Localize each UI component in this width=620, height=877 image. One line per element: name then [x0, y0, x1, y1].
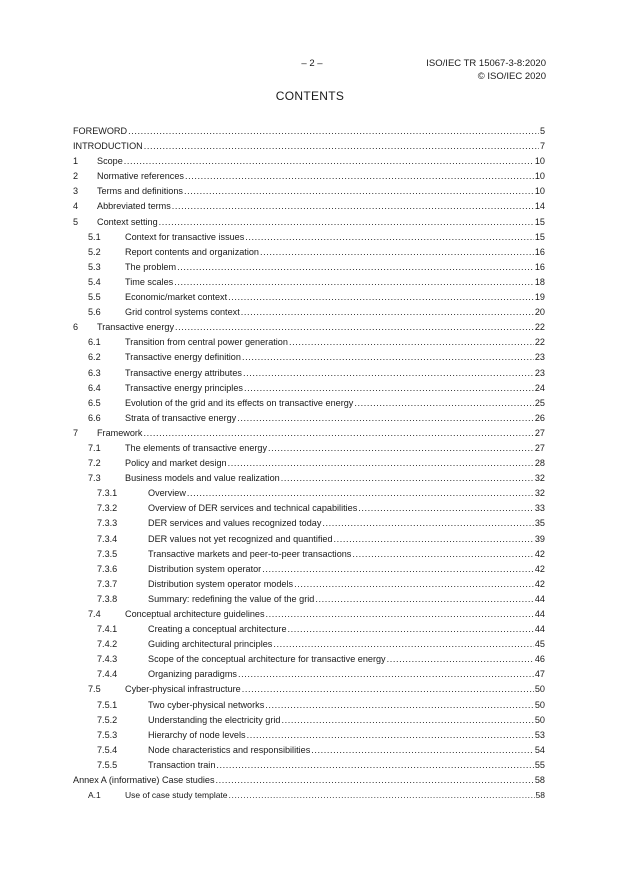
- toc-entry-page: 18: [534, 276, 545, 287]
- toc-entry-number: 7.3.7: [97, 578, 118, 589]
- toc-entry-number: 7: [73, 427, 79, 438]
- toc-entry-page: 42: [534, 563, 545, 574]
- toc-dot-leader: [322, 516, 533, 531]
- toc-entry[interactable]: [73, 728, 545, 743]
- toc-entry[interactable]: [73, 637, 545, 652]
- toc-entry[interactable]: [73, 713, 545, 728]
- toc-entry-title: Distribution system operator: [148, 563, 262, 574]
- toc-entry-title: Transactive energy: [97, 322, 174, 333]
- toc-dot-leader: [228, 290, 534, 305]
- toc-dot-leader: [247, 728, 534, 743]
- toc-entry-number: 6.2: [88, 352, 101, 363]
- toc-entry-number: 7.3.2: [97, 503, 118, 514]
- toc-entry-line: [73, 139, 545, 154]
- toc-entry-page: 22: [534, 322, 545, 333]
- toc-entry[interactable]: [73, 501, 545, 516]
- toc-entry-title: Scope: [97, 156, 123, 167]
- toc-entry-line: [73, 773, 545, 788]
- toc-entry-title: Grid control systems context: [125, 307, 240, 318]
- toc-entry-number: 5.1: [88, 231, 101, 242]
- toc-entry-title: Cyber-physical infrastructure: [125, 684, 241, 695]
- toc-entry[interactable]: [73, 124, 545, 139]
- toc-entry-line: [148, 758, 545, 773]
- toc-entry-number: 3: [73, 186, 79, 197]
- toc-entry-page: 27: [534, 442, 545, 453]
- toc-entry-line: [125, 350, 545, 365]
- toc-entry[interactable]: [73, 652, 545, 667]
- toc-entry-page: 32: [534, 488, 545, 499]
- toc-dot-leader: [358, 501, 534, 516]
- toc-entry-title: Node characteristics and responsibilities: [148, 744, 311, 755]
- toc-entry-page: 10: [534, 171, 545, 182]
- toc-dot-leader: [128, 124, 539, 139]
- toc-dot-leader: [175, 320, 534, 335]
- toc-entry[interactable]: [73, 290, 545, 305]
- toc-entry-line: [148, 547, 545, 562]
- toc-entry-title: Policy and market design: [125, 458, 227, 469]
- toc-entry-page: 7: [539, 141, 545, 152]
- toc-entry-line: [125, 411, 545, 426]
- toc-dot-leader: [268, 441, 534, 456]
- toc-entry-number: 7.4: [88, 609, 101, 619]
- toc-entry-line: [148, 698, 545, 713]
- toc-dot-leader: [228, 456, 534, 471]
- toc-entry-title: INTRODUCTION: [73, 141, 143, 152]
- toc-entry-number: 7.3.3: [97, 518, 118, 529]
- toc-dot-leader: [242, 682, 534, 697]
- toc-entry-line: [125, 366, 545, 381]
- toc-entry[interactable]: [73, 577, 545, 592]
- toc-entry[interactable]: [73, 698, 545, 713]
- toc-entry-title: Scope of the conceptual architecture for transactive energy: [148, 654, 386, 665]
- toc-entry-line: [125, 275, 545, 290]
- toc-entry[interactable]: [73, 682, 545, 697]
- toc-entry-page: 33: [534, 503, 545, 514]
- toc-entry-line: [148, 486, 545, 501]
- toc-entry-title: Transactive energy principles: [125, 382, 243, 393]
- toc-entry-page: 46: [534, 654, 545, 665]
- toc-entry-page: 54: [534, 744, 545, 755]
- toc-entry[interactable]: [73, 215, 545, 230]
- toc-entry-line: [97, 426, 545, 441]
- toc-entry-line: [125, 230, 545, 245]
- toc-entry[interactable]: [73, 154, 545, 169]
- toc-entry-line: [125, 396, 545, 411]
- toc-entry-number: 6: [73, 322, 79, 333]
- toc-dot-leader: [172, 199, 534, 214]
- toc-entry-page: 47: [534, 669, 545, 680]
- toc-entry-title: DER values not yet recognized and quantified: [148, 533, 333, 544]
- toc-entry-line: [148, 667, 545, 682]
- toc-entry-title: Conceptual architecture guidelines: [125, 609, 265, 619]
- toc-entry[interactable]: [73, 139, 545, 154]
- toc-entry-number: 7.3.5: [97, 548, 118, 559]
- toc-entry-title: Transactive energy definition: [125, 352, 241, 363]
- toc-dot-leader: [262, 562, 534, 577]
- toc-entry-line: [148, 743, 545, 758]
- toc-entry-page: 45: [534, 639, 545, 650]
- toc-entry-title: The elements of transactive energy: [125, 442, 268, 453]
- toc-entry-number: 5.2: [88, 246, 101, 257]
- toc-entry[interactable]: [73, 743, 545, 758]
- toc-entry-page: 14: [534, 201, 545, 212]
- toc-dot-leader: [245, 230, 534, 245]
- toc-entry-number: 7.5.5: [97, 759, 118, 770]
- toc-entry-page: 50: [534, 699, 545, 710]
- toc-entry[interactable]: [73, 320, 545, 335]
- toc-dot-leader: [216, 758, 533, 773]
- toc-entry-number: 7.3: [88, 473, 101, 484]
- toc-entry-page: 35: [534, 518, 545, 529]
- toc-entry-title: Transaction train: [148, 759, 216, 770]
- toc-entry-number: A.1: [88, 790, 101, 801]
- toc-entry-page: 27: [534, 427, 545, 438]
- toc-entry[interactable]: [73, 381, 545, 396]
- toc-dot-leader: [352, 547, 534, 562]
- toc-dot-leader: [354, 396, 534, 411]
- toc-entry-title: Context for transactive issues: [125, 231, 245, 242]
- toc-entry-page: 42: [534, 578, 545, 589]
- toc-entry[interactable]: [73, 169, 545, 184]
- toc-entry-title: Guiding architectural principles: [148, 639, 273, 650]
- toc-entry-title: Normative references: [97, 171, 184, 182]
- toc-entry[interactable]: [73, 230, 545, 245]
- toc-entry-page: 10: [534, 186, 545, 197]
- toc-entry-number: 1: [73, 156, 79, 167]
- toc-entry-title: Economic/market context: [125, 292, 228, 303]
- toc-dot-leader: [243, 366, 534, 381]
- toc-entry-title: Summary: redefining the value of the grid: [148, 593, 315, 604]
- toc-entry-title: Time scales: [125, 276, 174, 287]
- document-header: [426, 58, 546, 83]
- toc-dot-leader: [185, 169, 534, 184]
- toc-entry-number: 7.5.1: [97, 699, 118, 710]
- toc-entry-line: [148, 562, 545, 577]
- toc-entry-page: 22: [534, 337, 545, 348]
- toc-entry-line: [148, 501, 545, 516]
- toc-entry-line: [125, 788, 545, 803]
- toc-dot-leader: [242, 350, 534, 365]
- toc-entry-line: [148, 637, 545, 652]
- toc-dot-leader: [281, 471, 534, 486]
- toc-entry-page: 26: [534, 412, 545, 423]
- toc-entry[interactable]: [73, 260, 545, 275]
- toc-entry[interactable]: [73, 350, 545, 365]
- toc-entry-number: 7.3.8: [97, 593, 118, 604]
- toc-dot-leader: [281, 713, 533, 728]
- toc-entry-page: 58: [535, 790, 545, 801]
- toc-entry[interactable]: [73, 245, 545, 260]
- toc-entry-line: [125, 381, 545, 396]
- toc-dot-leader: [241, 305, 534, 320]
- table-of-contents: [73, 124, 545, 803]
- toc-dot-leader: [143, 426, 533, 441]
- toc-entry-title: Hierarchy of node levels: [148, 729, 246, 740]
- toc-entry[interactable]: [73, 758, 545, 773]
- toc-dot-leader: [265, 698, 534, 713]
- toc-entry-page: 20: [534, 307, 545, 318]
- toc-entry-title: Overview: [148, 488, 186, 499]
- toc-entry-line: [125, 456, 545, 471]
- toc-entry[interactable]: [73, 411, 545, 426]
- toc-entry-title: Organizing paradigms: [148, 669, 237, 680]
- toc-entry-line: [97, 199, 545, 214]
- toc-entry-page: 15: [534, 231, 545, 242]
- toc-entry-title: Overview of DER services and technical capabilities: [148, 503, 358, 514]
- toc-entry-page: 23: [534, 367, 545, 378]
- toc-entry[interactable]: [73, 305, 545, 320]
- toc-entry-page: 24: [534, 382, 545, 393]
- toc-dot-leader: [159, 215, 534, 230]
- toc-entry[interactable]: [73, 199, 545, 214]
- toc-entry-title: Framework: [97, 427, 143, 438]
- toc-entry-line: [125, 305, 545, 320]
- toc-entry-page: 44: [534, 624, 545, 635]
- toc-entry[interactable]: [73, 486, 545, 501]
- toc-dot-leader: [124, 154, 534, 169]
- toc-dot-leader: [187, 486, 534, 501]
- toc-entry[interactable]: [73, 184, 545, 199]
- toc-entry-number: 5.4: [88, 276, 101, 287]
- toc-entry-title: FOREWORD: [73, 126, 128, 136]
- toc-entry-title: Transactive markets and peer-to-peer transactions: [148, 548, 352, 559]
- toc-entry-number: 5: [73, 216, 79, 227]
- toc-entry-line: [148, 728, 545, 743]
- toc-entry[interactable]: [73, 622, 545, 637]
- document-id: ISO/IEC TR 15067-3-8:2020: [426, 58, 546, 69]
- toc-entry-number: 7.3.1: [97, 488, 118, 499]
- copyright-notice: © ISO/IEC 2020: [477, 70, 546, 82]
- toc-entry-number: 7.5: [88, 684, 101, 695]
- toc-entry-title: Transactive energy attributes: [125, 367, 242, 378]
- toc-entry-line: [125, 335, 545, 350]
- toc-dot-leader: [311, 743, 534, 758]
- toc-entry-number: 5.3: [88, 261, 101, 272]
- toc-entry-line: [97, 320, 545, 335]
- toc-entry-line: [125, 260, 545, 275]
- toc-entry[interactable]: [73, 335, 545, 350]
- toc-dot-leader: [266, 607, 534, 622]
- toc-entry-page: 58: [534, 775, 545, 786]
- toc-entry-title: Understanding the electricity grid: [148, 714, 281, 725]
- page-title: CONTENTS: [275, 89, 345, 103]
- toc-entry-title: Report contents and organization: [125, 246, 259, 257]
- toc-entry-line: [125, 607, 545, 622]
- toc-entry-line: [125, 290, 545, 305]
- toc-entry-number: 7.4.2: [97, 639, 118, 650]
- toc-entry-page: 50: [534, 684, 545, 695]
- toc-entry-page: 44: [534, 593, 545, 604]
- toc-entry-number: 7.4.3: [97, 654, 118, 665]
- toc-entry-number: 7.4.4: [97, 669, 118, 680]
- toc-entry-title: Strata of transactive energy: [125, 412, 237, 423]
- toc-entry-page: 5: [539, 126, 545, 136]
- toc-entry[interactable]: [73, 592, 545, 607]
- toc-entry-line: [148, 713, 545, 728]
- toc-entry-page: 16: [534, 246, 545, 257]
- toc-dot-leader: [144, 139, 539, 154]
- toc-entry-number: 7.3.6: [97, 563, 118, 574]
- toc-entry[interactable]: [73, 607, 545, 622]
- toc-dot-leader: [244, 381, 534, 396]
- toc-entry-page: 32: [534, 473, 545, 484]
- toc-entry-line: [125, 245, 545, 260]
- toc-entry-page: 25: [534, 397, 545, 408]
- toc-entry-number: 7.3.4: [97, 533, 118, 544]
- toc-entry-title: Annex A (informative) Case studies: [73, 775, 215, 786]
- toc-dot-leader: [294, 577, 534, 592]
- toc-entry-number: 7.1: [88, 442, 101, 453]
- toc-entry-title: Business models and value realization: [125, 473, 280, 484]
- toc-entry[interactable]: [73, 456, 545, 471]
- toc-entry[interactable]: [73, 773, 545, 788]
- toc-dot-leader: [216, 773, 534, 788]
- toc-entry-line: [125, 471, 545, 486]
- toc-entry[interactable]: [73, 532, 545, 547]
- toc-entry-line: [148, 622, 545, 637]
- toc-entry-page: 10: [534, 156, 545, 167]
- toc-entry[interactable]: [73, 366, 545, 381]
- toc-dot-leader: [315, 592, 534, 607]
- toc-dot-leader: [260, 245, 534, 260]
- toc-entry-page: 28: [534, 458, 545, 469]
- toc-entry-title: Abbreviated terms: [97, 201, 171, 212]
- toc-entry-number: 6.5: [88, 397, 101, 408]
- toc-entry-line: [97, 184, 545, 199]
- toc-entry[interactable]: [73, 426, 545, 441]
- toc-entry-number: 6.3: [88, 367, 101, 378]
- toc-entry-title: Distribution system operator models: [148, 578, 294, 589]
- toc-dot-leader: [184, 184, 534, 199]
- page-number: – 2 –: [301, 58, 323, 69]
- toc-entry-title: Two cyber-physical networks: [148, 699, 265, 710]
- toc-entry-line: [97, 215, 545, 230]
- toc-entry-page: 53: [534, 729, 545, 740]
- toc-dot-leader: [387, 652, 534, 667]
- toc-dot-leader: [237, 411, 534, 426]
- toc-dot-leader: [334, 532, 534, 547]
- toc-entry-number: 6.6: [88, 412, 101, 423]
- toc-entry-page: 50: [534, 714, 545, 725]
- toc-entry-line: [97, 154, 545, 169]
- toc-dot-leader: [273, 637, 534, 652]
- toc-entry-title: Creating a conceptual architecture: [148, 624, 287, 635]
- toc-entry-number: 7.5.2: [97, 714, 118, 725]
- toc-entry[interactable]: [73, 471, 545, 486]
- toc-entry-line: [125, 682, 545, 697]
- toc-entry-page: 55: [534, 759, 545, 770]
- toc-entry-page: 15: [534, 216, 545, 227]
- toc-entry-line: [125, 441, 545, 456]
- toc-entry-title: Context setting: [97, 216, 158, 227]
- toc-dot-leader: [238, 667, 534, 682]
- toc-entry-number: 4: [73, 201, 79, 212]
- toc-entry[interactable]: [73, 396, 545, 411]
- toc-entry-page: 19: [534, 292, 545, 303]
- toc-entry[interactable]: [73, 547, 545, 562]
- toc-entry-number: 7.5.4: [97, 744, 118, 755]
- toc-dot-leader: [177, 260, 534, 275]
- toc-entry[interactable]: [73, 275, 545, 290]
- toc-entry[interactable]: [73, 667, 545, 682]
- toc-entry[interactable]: [73, 562, 545, 577]
- toc-entry-number: 6.4: [88, 382, 101, 393]
- toc-entry-number: 7.4.1: [97, 624, 118, 635]
- toc-entry-number: 7.2: [88, 458, 101, 469]
- toc-entry-title: Use of case study template: [125, 790, 228, 801]
- toc-dot-leader: [229, 788, 535, 803]
- toc-entry[interactable]: [73, 788, 545, 803]
- toc-entry-page: 42: [534, 548, 545, 559]
- toc-entry-line: [73, 124, 545, 139]
- toc-entry-line: [148, 516, 545, 531]
- toc-entry-line: [148, 652, 545, 667]
- toc-entry-title: Terms and definitions: [97, 186, 183, 197]
- toc-entry-number: 5.5: [88, 292, 101, 303]
- toc-entry-title: Evolution of the grid and its effects on transactive energy: [125, 397, 354, 408]
- toc-entry-number: 6.1: [88, 337, 101, 348]
- toc-dot-leader: [289, 335, 534, 350]
- toc-dot-leader: [288, 622, 534, 637]
- toc-entry-page: 16: [534, 261, 545, 272]
- toc-entry-page: 39: [534, 533, 545, 544]
- toc-entry-line: [148, 577, 545, 592]
- toc-entry[interactable]: [73, 516, 545, 531]
- toc-dot-leader: [174, 275, 534, 290]
- toc-entry-number: 7.5.3: [97, 729, 118, 740]
- toc-entry-page: 44: [534, 609, 545, 619]
- toc-entry-line: [97, 169, 545, 184]
- toc-entry-number: 5.6: [88, 307, 101, 318]
- toc-entry-page: 23: [534, 352, 545, 363]
- toc-entry-line: [148, 592, 545, 607]
- toc-entry-number: 2: [73, 171, 79, 182]
- toc-entry-line: [148, 532, 545, 547]
- toc-entry-title: Transition from central power generation: [125, 337, 288, 348]
- toc-entry-title: DER services and values recognized today: [148, 518, 322, 529]
- toc-entry-title: The problem: [125, 261, 177, 272]
- toc-entry[interactable]: [73, 441, 545, 456]
